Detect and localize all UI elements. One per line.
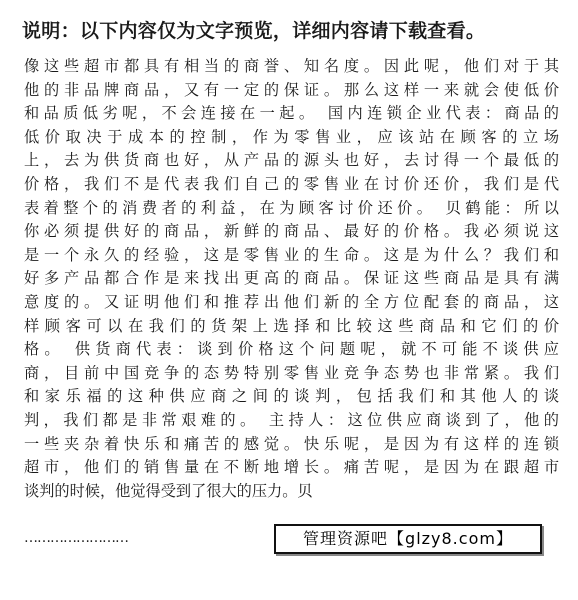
body-line: 低价取决于成本的控制，作为零售业，应该站在顾客的立场 bbox=[24, 127, 559, 146]
body-line: 一些夹杂着快乐和痛苦的感觉。快乐呢，是因为有这样的连锁 bbox=[24, 434, 559, 453]
body-line: 谈判的时候，他觉得受到了很大的压力。贝 bbox=[24, 481, 313, 500]
body-line: 样顾客可以在我们的货架上选择和比较这些商品和它们的价 bbox=[24, 316, 559, 335]
body-line: 他的非品牌商品，又有一定的保证。那么这样一来就会使低价 bbox=[24, 80, 559, 99]
body-line: 格。 供货商代表：谈到价格这个问题呢，就不可能不谈供应 bbox=[24, 340, 559, 359]
body-line: 你必须提供好的商品，新鲜的商品、最好的价格。我必须说这 bbox=[24, 222, 559, 241]
body-line: 和家乐福的这种供应商之间的谈判，包括我们和其他人的谈 bbox=[24, 387, 559, 406]
body-line: 判，我们都是非常艰难的。 主持人：这位供应商谈到了，他的 bbox=[24, 410, 559, 429]
body-line: 像这些超市都具有相当的商誉、知名度。因此呢，他们对于其 bbox=[24, 57, 559, 75]
body-line: 意度的。又证明他们和推荐出他们新的全方位配套的商品，这 bbox=[24, 292, 559, 311]
truncation-ellipsis: …………………… bbox=[24, 530, 128, 546]
body-line: 超市，他们的销售量在不断地增长。痛苦呢，是因为在跟超市 bbox=[24, 458, 559, 477]
document-body bbox=[24, 55, 559, 503]
body-line: 是一个永久的经验，这是零售业的生命。这是为什么？我们和 bbox=[24, 245, 559, 264]
body-line: 价格，我们不是代表我们自己的零售业在讨价还价，我们是代 bbox=[24, 174, 559, 193]
body-line: 和品质低劣呢，不会连接在一起。 国内连锁企业代表：商品的 bbox=[24, 104, 559, 123]
body-line: 表着整个的消费者的利益，在为顾客讨价还价。 贝鹤能：所以 bbox=[24, 198, 559, 217]
body-line: 商，目前中国竞争的态势特别零售业竞争态势也非常紧。我们 bbox=[24, 363, 559, 382]
preview-notice-title: 说明：以下内容仅为文字预览，详细内容请下载查看。 bbox=[22, 20, 486, 42]
site-watermark-link[interactable]: 管理资源吧【glzy8.com】 bbox=[274, 524, 542, 554]
body-line: 上，去为供货商也好，从产品的源头也好，去讨得一个最低的 bbox=[24, 151, 559, 170]
body-line: 好多产品都合作是来找出更高的商品。保证这些商品是具有满 bbox=[24, 269, 559, 288]
